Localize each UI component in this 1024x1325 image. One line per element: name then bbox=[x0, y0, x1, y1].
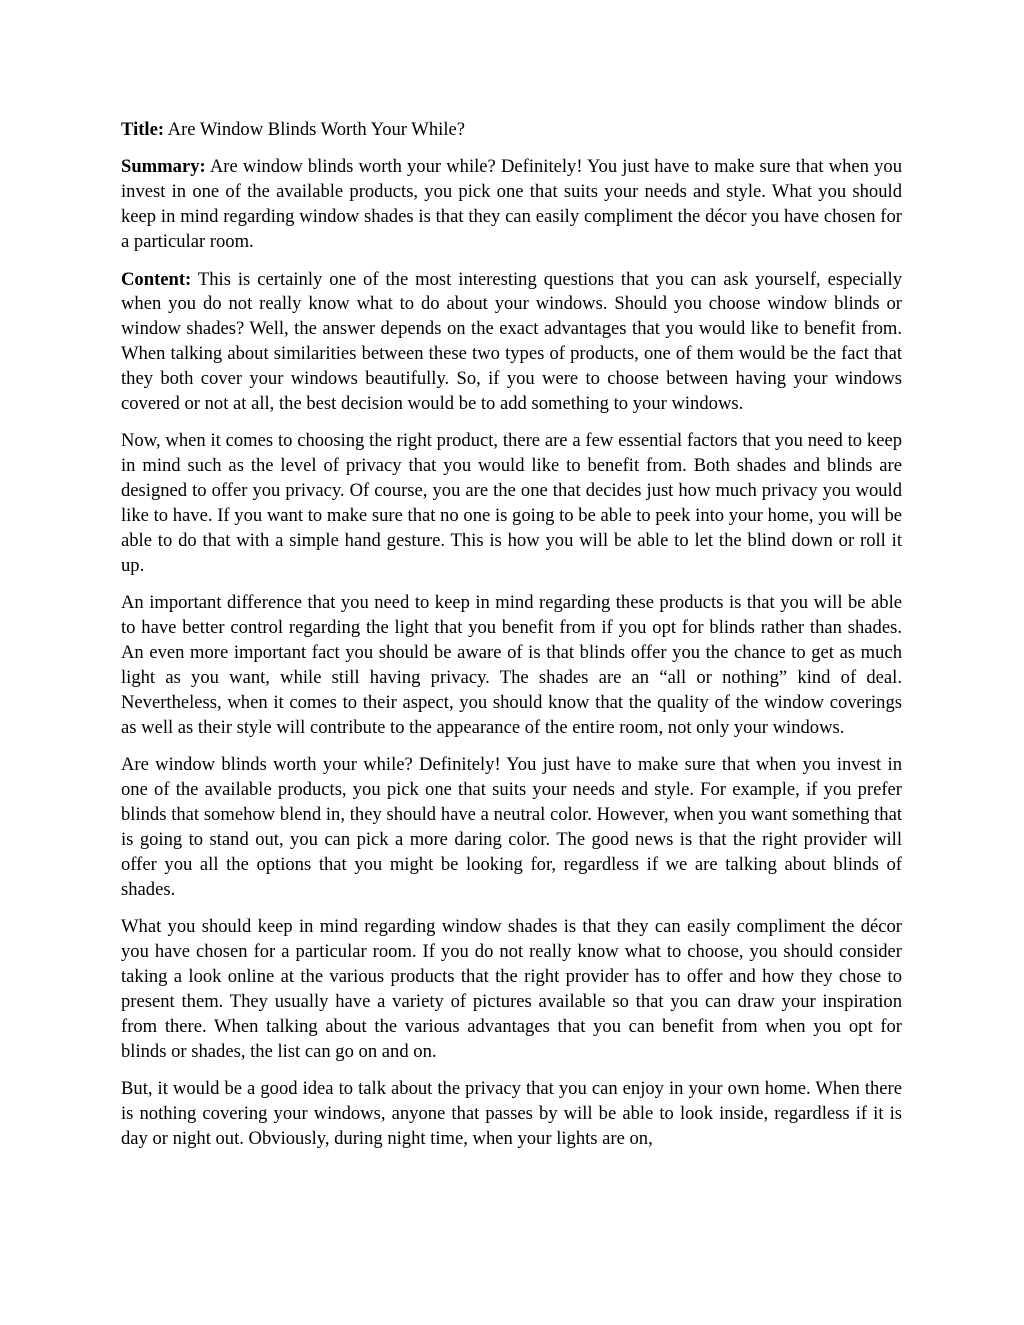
document-page bbox=[121, 118, 902, 1164]
title-line bbox=[121, 118, 902, 143]
body-paragraph-home-privacy: But, it would be a good idea to talk about the privacy that you can enjoy in your own home. When there is nothing covering your windows, anyone that passes by will be able to look inside, regardless if it is day or night out. Obviously, during night time, when your lights are on, bbox=[121, 1078, 902, 1150]
summary-text: Are window blinds worth your while? Definitely! You just have to make sure that when you invest in one of the available products, you pick one that suits your needs and style. What you should keep in mind regarding window shades is that they can easily compliment the décor you have chosen for a particular room. bbox=[121, 156, 902, 253]
summary-label: Summary: bbox=[121, 156, 206, 178]
title-label: Title: bbox=[121, 119, 165, 140]
body-paragraph-light-control: An important difference that you need to keep in mind regarding these products is that you will be able to have better control regarding the light that you benefit from if you opt for blinds rather than shades. An even more important fact you should be aware of is that blinds offer you the chance to get as much light as you want, while still having privacy. The shades are an “all or nothing” kind of deal. Nevertheless, when it comes to their aspect, you should know that the quality of the window coverings as well as their style will contribute to the appearance of the entire room, not only your windows. bbox=[121, 592, 902, 738]
content-text: This is certainly one of the most interesting questions that you can ask yourself, especially when you do not really know what to do about your windows. Should you choose window blinds or window shades? Well, the answer depends on the exact advantages that you would like to benefit from. When talking about similarities between these two types of products, one of them would be the fact that they both cover your windows beautifully. So, if you were to choose between having your windows covered or not at all, the best decision would be to add something to your windows. bbox=[121, 268, 902, 415]
body-paragraph-worth-while: Are window blinds worth your while? Definitely! You just have to make sure that when you invest in one of the available products, you pick one that suits your needs and style. For example, if you prefer blinds that somehow blend in, they should have a neutral color. However, when you want something that is going to stand out, you can pick a more daring color. The good news is that the right provider will offer you all the options that you might be looking for, regardless if we are talking about blinds of shades. bbox=[121, 754, 902, 900]
title-text: Are Window Blinds Worth Your While? bbox=[164, 119, 465, 140]
body-paragraph-privacy: Now, when it comes to choosing the right product, there are a few essential factors that you need to keep in mind such as the level of privacy that you would like to benefit from. Both shades and blinds are designed to offer you privacy. Of course, you are the one that decides just how much privacy you would like to have. If you want to make sure that no one is going to be able to peek into your home, you will be able to do that with a simple hand gesture. This is how you will be able to let the blind down or roll it up. bbox=[121, 430, 902, 576]
body-paragraph-decor: What you should keep in mind regarding window shades is that they can easily compliment the décor you have chosen for a particular room. If you do not really know what to choose, you should consider taking a look online at the various products that the right provider has to offer and how they chose to present them. They usually have a variety of pictures available so that you can draw your inspiration from there. When talking about the various advantages that you can benefit from when you opt for blinds or shades, the list can go on and on. bbox=[121, 916, 902, 1062]
content-label: Content: bbox=[121, 268, 192, 290]
summary-paragraph bbox=[121, 155, 902, 255]
content-paragraph bbox=[121, 268, 902, 417]
